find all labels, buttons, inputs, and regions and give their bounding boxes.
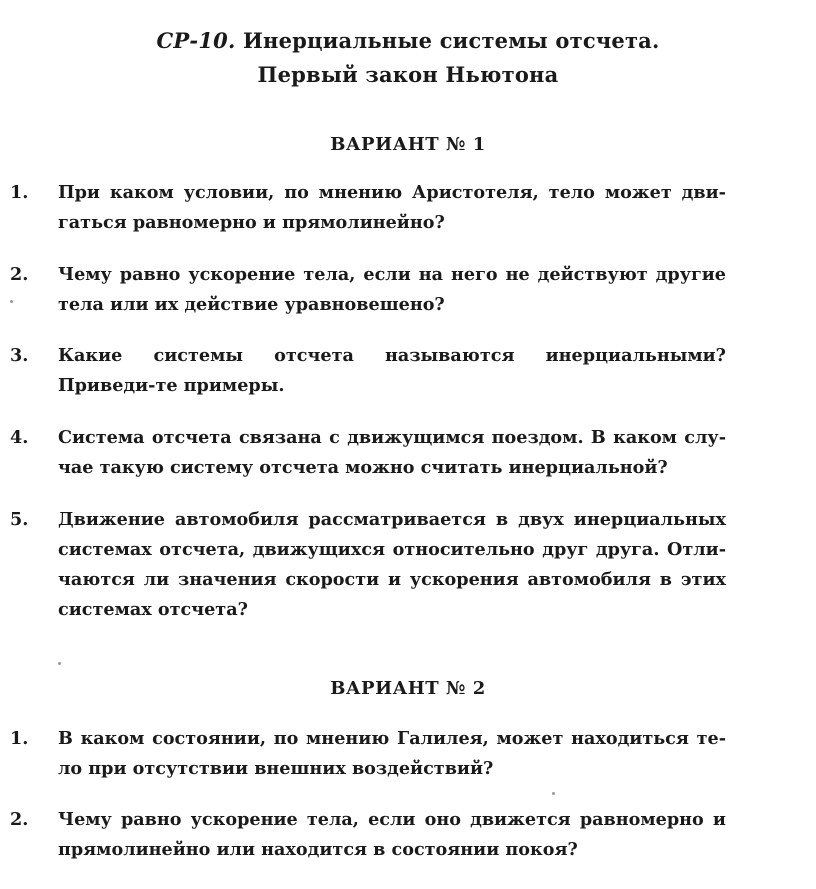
question-item xyxy=(10,505,726,625)
page-title xyxy=(0,28,816,53)
question-text: Чему равно ускорение тела, если на него не действуют другие тела или их действие уравновешено? xyxy=(58,264,726,315)
title-line-1: Инерциальные системы отсчета. xyxy=(242,28,660,53)
scan-speck xyxy=(552,792,555,795)
question-text: Система отсчета связана с движущимся поездом. В каком слу-чае такую систему отсчета можно считать инерциальной? xyxy=(58,427,726,478)
question-item xyxy=(10,260,726,320)
question-number: 1. xyxy=(10,182,29,203)
question-item xyxy=(10,724,726,784)
question-number: 5. xyxy=(10,509,29,530)
question-item xyxy=(10,805,726,865)
question-item xyxy=(10,423,726,483)
question-number: 2. xyxy=(10,264,29,285)
worksheet-code: СР-10. xyxy=(156,28,236,53)
question-item xyxy=(10,178,726,238)
question-item xyxy=(10,341,726,401)
question-number: 4. xyxy=(10,427,29,448)
question-number: 1. xyxy=(10,728,29,749)
title-line-2: Первый закон Ньютона xyxy=(257,62,559,87)
question-number: 2. xyxy=(10,809,29,830)
page-subtitle xyxy=(0,62,816,87)
question-text: В каком состоянии, по мнению Галилея, может находиться те-ло при отсутствии внешних воздействий? xyxy=(58,728,726,779)
scan-speck xyxy=(10,300,13,303)
question-text: Какие системы отсчета называются инерциальными? Приведи-те примеры. xyxy=(58,345,726,396)
question-text: Чему равно ускорение тела, если оно движется равномерно и прямолинейно или находится в состоянии покоя? xyxy=(58,809,726,860)
variant-1-heading: ВАРИАНТ № 1 xyxy=(330,134,486,155)
question-number: 3. xyxy=(10,345,29,366)
variant-2-heading: ВАРИАНТ № 2 xyxy=(330,678,486,699)
question-text: При каком условии, по мнению Аристотеля, тело может дви-гаться равномерно и прямолинейно? xyxy=(58,182,726,233)
scan-speck xyxy=(58,662,61,665)
question-text: Движение автомобиля рассматривается в двух инерциальных системах отсчета, движущихся относительно друг друга. Отли-чаются ли значения скорости и ускорения автомобиля в этих системах отсчета? xyxy=(58,509,726,620)
